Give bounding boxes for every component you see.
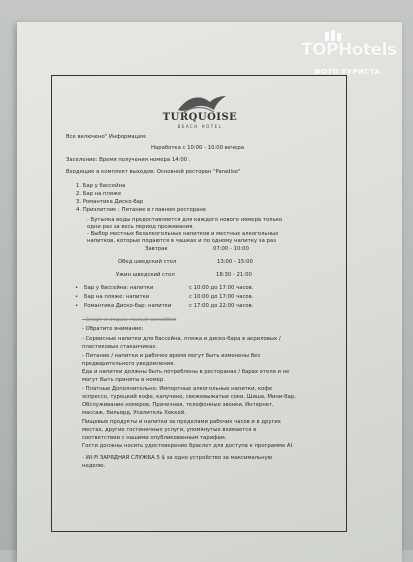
- doc-line: предварительного уведомления.: [82, 361, 176, 367]
- doc-list-item: 4. Приэлитлик : Питание в главном ресторане: [76, 207, 207, 213]
- watermark-brand: TOPHotels: [301, 40, 397, 60]
- doc-line: Заселение: Время получения номера 14:00 .: [66, 157, 191, 163]
- hotel-subtitle: BEACH HOTEL: [177, 124, 223, 129]
- doc-list-item: 1. Бар у бассейна: [76, 183, 126, 189]
- bullet-dot: •: [75, 285, 79, 291]
- doc-line: - Выбор местных безалкогольных напитков и местных алкогольных: [87, 231, 279, 237]
- doc-line: Обслуживание номеров, Прачечная, телефонные звонки, Интернет,: [82, 402, 274, 408]
- bullet-dot: •: [75, 303, 79, 309]
- hotel-name: TURQUOISE: [162, 112, 238, 123]
- doc-line: Все включено" Информация:: [66, 134, 147, 140]
- bullet-dot: •: [75, 294, 79, 300]
- doc-line: - Бутылка воды предоставляется для каждого нового номера только: [87, 217, 283, 223]
- bar-label: Бар у бассейна: напитки: [84, 285, 154, 291]
- watermark-subtitle: ФОТО ТУРИСТА: [314, 68, 381, 76]
- doc-line: местах, другие гостиничные услуги, упомянутые взимается в: [82, 427, 257, 433]
- meal-time: 13:00 - 15:00: [217, 259, 253, 265]
- doc-line: - Wi-Fi ЗАРЯДНАЯ СЛУЖБА 5 $ за одно устройство за максимальную: [82, 455, 273, 461]
- bar-label: Бар на пляже: напитки: [84, 294, 150, 300]
- doc-line: Наработка с 10:00 - 10:00 вечера: [151, 145, 245, 151]
- doc-list-item: 3. Романтика Диско-бар: [76, 199, 144, 205]
- doc-line: массаж, бильярд, Усилитель Хоккей.: [82, 410, 186, 416]
- doc-line: - Обратите внимание:: [82, 326, 144, 332]
- doc-list-item: 2. Бар на пляже: [76, 191, 122, 197]
- bar-hours: с 17:00 до 22:00 часов.: [189, 303, 254, 309]
- doc-line: - Сервисные напитки для бассейна, пляжа и диско-бара в акриловых /: [82, 336, 281, 342]
- meal-label: Завтрак: [145, 246, 168, 252]
- bar-hours: с 10:00 до 17:00 часов.: [189, 294, 254, 300]
- doc-line: Пищевые продукты и напитки за пределами рабочих часов и в других: [82, 419, 281, 425]
- doc-line: - Спорт и отдых: малый волейбол: [82, 317, 177, 323]
- doc-line: - Платные Дополнительно: Импортные алкогольные напитки, кофе: [82, 386, 273, 392]
- meal-label: Ужин шведский стол: [116, 272, 175, 278]
- meal-time: 18:30 - 21:00: [216, 272, 252, 278]
- doc-line: соответствии с нашими опубликованным тарифам.: [82, 435, 227, 441]
- doc-line: Еда и напитки должны быть потреблены в ресторанах / барах отеля и не: [82, 369, 290, 375]
- doc-line: пластиковых стаканчиках.: [82, 344, 158, 350]
- doc-line: напитков, которые подаются в чашках и по одному напитку за раз: [87, 238, 276, 244]
- doc-line: - Питание / напитки и рабочее время могут быть изменены без: [82, 353, 261, 359]
- meal-time: 07:00 - 10:00: [213, 246, 249, 252]
- bar-hours: с 10:00 до 17:00 часов.: [189, 285, 254, 291]
- doc-line: одни раз за весь период проживания.: [87, 224, 194, 230]
- doc-line: могут быть приняты в номер.: [82, 377, 165, 383]
- doc-line: Входящие в комплект выходов: Основной ресторан "Paradise": [66, 169, 241, 175]
- doc-line: неделю.: [82, 463, 106, 469]
- doc-line: эспрессо, турецкий кофе, капучино, свежевыжатые соки, Шиша, Мини-бар,: [82, 394, 296, 400]
- bar-label: Романтика Диско-бар: напитки: [84, 303, 172, 309]
- meal-label: Обед шведский стол: [118, 259, 177, 265]
- doc-line: Гости должны носить удостоверение браслет для доступа к программе AI.: [82, 443, 294, 449]
